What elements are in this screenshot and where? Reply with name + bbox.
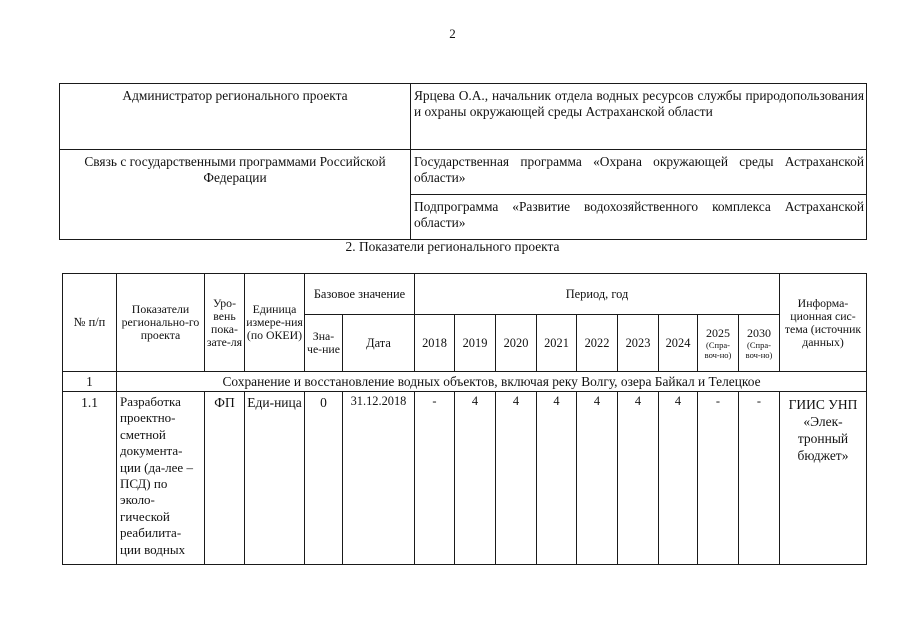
administrator-row bbox=[60, 84, 867, 150]
header-unit: Единица измере-ния (по ОКЕИ) bbox=[245, 274, 305, 372]
section-row bbox=[63, 372, 867, 392]
state-program-value: Государственная программа «Охрана окружающей среды Астраханской области» bbox=[411, 150, 867, 195]
row-level: ФП bbox=[205, 392, 245, 565]
indicators-table bbox=[62, 273, 867, 565]
header-base: Базовое значение bbox=[305, 274, 415, 315]
header-num: № п/п bbox=[63, 274, 117, 372]
administrator-label: Администратор регионального проекта bbox=[60, 84, 411, 150]
row-base-date: 31.12.2018 bbox=[343, 392, 415, 565]
row-base-value: 0 bbox=[305, 392, 343, 565]
header-year-2018: 2018 bbox=[415, 315, 455, 372]
page-number: 2 bbox=[449, 26, 456, 41]
row-value-2025: - bbox=[698, 392, 739, 565]
header-year-2020: 2020 bbox=[496, 315, 537, 372]
row-unit: Еди-ница bbox=[245, 392, 305, 565]
section-title: 2. Показатели регионального проекта bbox=[345, 239, 560, 254]
year-2025-label: 2025 bbox=[706, 326, 730, 340]
subprogram-value: Подпрограмма «Развитие водохозяйственного комплекса Астраханской области» bbox=[411, 195, 867, 240]
header-info-system: Информа-ционная сис-тема (источник данных) bbox=[780, 274, 867, 372]
row-value-2019: 4 bbox=[455, 392, 496, 565]
header-base-date: Дата bbox=[343, 315, 415, 372]
header-year-2022: 2022 bbox=[577, 315, 618, 372]
row-value-2021: 4 bbox=[537, 392, 577, 565]
administrator-value: Ярцева О.А., начальник отдела водных ресурсов службы природопользования и охраны окружающей среды Астраханской области bbox=[411, 84, 867, 150]
row-value-2018: - bbox=[415, 392, 455, 565]
header-year-2019: 2019 bbox=[455, 315, 496, 372]
programs-label: Связь с государственными программами Российской Федерации bbox=[60, 150, 411, 240]
year-2030-note: (Спра-воч-но) bbox=[745, 340, 773, 360]
header-year-2023: 2023 bbox=[618, 315, 659, 372]
header-year-2025 bbox=[698, 315, 739, 372]
header-period: Период, год bbox=[415, 274, 780, 315]
year-2025-note: (Спра-воч-но) bbox=[704, 340, 732, 360]
header-base-value: Зна-че-ние bbox=[305, 315, 343, 372]
header-level: Уро-вень пока-зате-ля bbox=[205, 274, 245, 372]
row-num: 1.1 bbox=[63, 392, 117, 565]
year-2030-label: 2030 bbox=[747, 326, 771, 340]
row-info-system: ГИИС УНП «Элек-тронный бюджет» bbox=[780, 392, 867, 565]
header-year-2021: 2021 bbox=[537, 315, 577, 372]
table-row bbox=[63, 392, 867, 565]
header-year-2024: 2024 bbox=[659, 315, 698, 372]
section-row-title: Сохранение и восстановление водных объектов, включая реку Волгу, озера Байкал и Телецкое bbox=[117, 372, 867, 392]
project-info-table bbox=[59, 83, 867, 240]
programs-row-1 bbox=[60, 150, 867, 195]
row-value-2023: 4 bbox=[618, 392, 659, 565]
header-indicator-name: Показатели регионально-го проекта bbox=[117, 274, 205, 372]
header-row-1 bbox=[63, 274, 867, 315]
row-indicator-name: Разработка проектно-сметной документа-ции (да-лее – ПСД) по эколо-гической реабилита-ции водных bbox=[117, 392, 205, 565]
row-value-2020: 4 bbox=[496, 392, 537, 565]
section-num: 1 bbox=[63, 372, 117, 392]
row-value-2022: 4 bbox=[577, 392, 618, 565]
row-value-2030: - bbox=[739, 392, 780, 565]
row-value-2024: 4 bbox=[659, 392, 698, 565]
header-year-2030 bbox=[739, 315, 780, 372]
